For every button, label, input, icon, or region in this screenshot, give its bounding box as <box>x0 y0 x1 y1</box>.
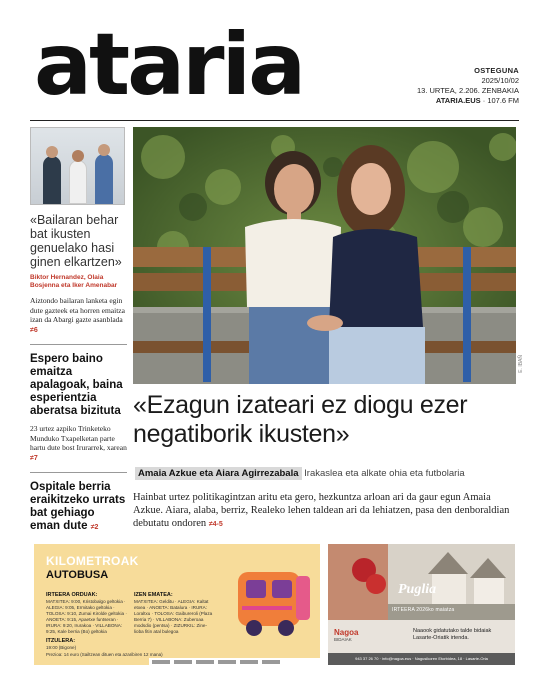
newspaper-logo[interactable]: ataria <box>34 15 304 115</box>
issue-day: OSTEGUNA <box>474 66 519 75</box>
travel-departure: IRTEERA 2026ko maiatza <box>392 607 455 613</box>
story3-headline-text: Ospitale berria eraikitzeko urrats bat gehiago eman dute <box>30 481 126 532</box>
bus-icon <box>234 562 316 644</box>
site-link[interactable]: ATARIA.EUS <box>435 96 481 105</box>
divider <box>30 472 127 473</box>
photo-illustration <box>133 127 516 384</box>
agency-subtitle: BIDAIAK <box>334 637 352 642</box>
story2-body-text: 23 urtez azpiko Trinketeko Munduko Txapelketan parte hartu dute bost Irurarrek, xarean <box>30 424 127 452</box>
story1-quote[interactable]: «Bailaran behar bat ikusten genuelako hasi ginen elkartzen» <box>30 213 122 269</box>
story3-page-ref[interactable]: ≠2 <box>90 524 99 531</box>
story1-body-text: Aiztondo bailaran lanketa egin dute gazteek eta horren emaitza izan da Abargi gazte asanbladа <box>30 296 125 324</box>
story-thumbnail[interactable] <box>30 127 125 205</box>
travel-agency-logo <box>334 628 358 642</box>
main-headline[interactable]: «Ezagun izateari ez diogu ezer negatiborik ikusten» <box>133 391 468 448</box>
story3-headline[interactable] <box>30 481 127 534</box>
bus-ad-price: Prezioa: 14 euro (Sailtzean dituen eta azaribiren 12 mana) <box>46 652 163 657</box>
story1-body <box>30 296 127 335</box>
travel-advertisement[interactable] <box>328 544 515 665</box>
registration-list: MATXITEA: Gelditu · ALEGIA: Kaltat etxea · ANOETA: Batalura · IRURA: Loraltxu · TOLOSA: Gaibureroli (Plaza Berria 7) · VILLABONA: Zuberoaa modsdio (pentsa) · ZIZURKIL: Zine-lioba fitin atal bulegoa <box>134 599 213 634</box>
main-photo[interactable] <box>133 127 516 384</box>
bus-ad-title: AUTOBUSA <box>46 569 109 581</box>
left-column <box>30 127 127 534</box>
story1-page-ref[interactable]: ≠6 <box>30 326 38 334</box>
masthead <box>0 0 549 122</box>
sponsor-logos <box>149 658 320 665</box>
issue-meta <box>417 66 519 106</box>
story2-page-ref[interactable]: ≠7 <box>30 454 38 462</box>
travel-description: Naaook gidatutako talde bidaiak Lasarte-Oriatik irtenda. <box>413 628 492 641</box>
departures-list: MATXITEA: 9:00, Kristobalgo geltokia · ALEGIA: 9:05, Ermitako geltokia · TOLOSA: 9:10, Zumai Kirolde geltokia · ANOETA: 9:15, Apaetxe funtseran · IRURA: 9:20, Irurakoa · VILLABONA: 9:25, Kale berria (Bo) geltokia <box>46 599 127 634</box>
travel-destination: Puglia <box>398 582 437 597</box>
return-time: 19:00 (Bigone) <box>46 645 77 650</box>
bus-advertisement[interactable] <box>34 544 320 665</box>
departures-heading: IRTEERA ORDUAK: <box>46 592 98 598</box>
registration-heading: IZEN EMATEA: <box>134 592 173 598</box>
issue-date: 2025/10/02 <box>481 76 519 85</box>
photo-credit: E. IBAÑ <box>518 355 524 373</box>
story2-body <box>30 424 127 463</box>
interviewee-names: Amaia Azkue eta Aiara Agirrezabala <box>135 467 302 480</box>
return-heading: ITZULERA: <box>46 638 76 644</box>
interviewee-roles: Irakaslea eta alkate ohia eta futbolaria <box>304 468 465 479</box>
travel-contact[interactable]: 943 37 26 70 · info@nagoa.eus · Nagusikoren Etorbidea, 18 · Lasarte-Oria <box>328 653 515 665</box>
masthead-rule <box>30 120 519 121</box>
bus-ad-tag: KILOMETROAK <box>46 554 139 568</box>
main-page-ref[interactable]: ≠4-5 <box>208 521 223 528</box>
story2-headline[interactable]: Espero baino emaitza apalagoak, baina esperientzia aberatsa bizituta <box>30 353 123 417</box>
main-lede-text: Hainbat urtez politikagintzan aritu eta gero, hezkuntza arloan ari da gaur egun Amaia Azkue. Aiara, alaba, berriz, Realeko lehen taldean ari da lehiatzen, pasa den denboraldian debutatu ondoren <box>133 492 510 529</box>
main-lede <box>133 491 518 531</box>
story1-credit: Biktor Hernandez, Olaia Bosjenna eta Iker Amenabar <box>30 274 118 289</box>
divider <box>30 344 127 345</box>
agency-name: Nagoa <box>334 628 359 637</box>
radio-frequency: · 107.6 FM <box>482 96 519 105</box>
issue-edition: 13. URTEA, 2.206. ZENBAKIA <box>417 86 519 95</box>
main-byline <box>133 466 518 481</box>
